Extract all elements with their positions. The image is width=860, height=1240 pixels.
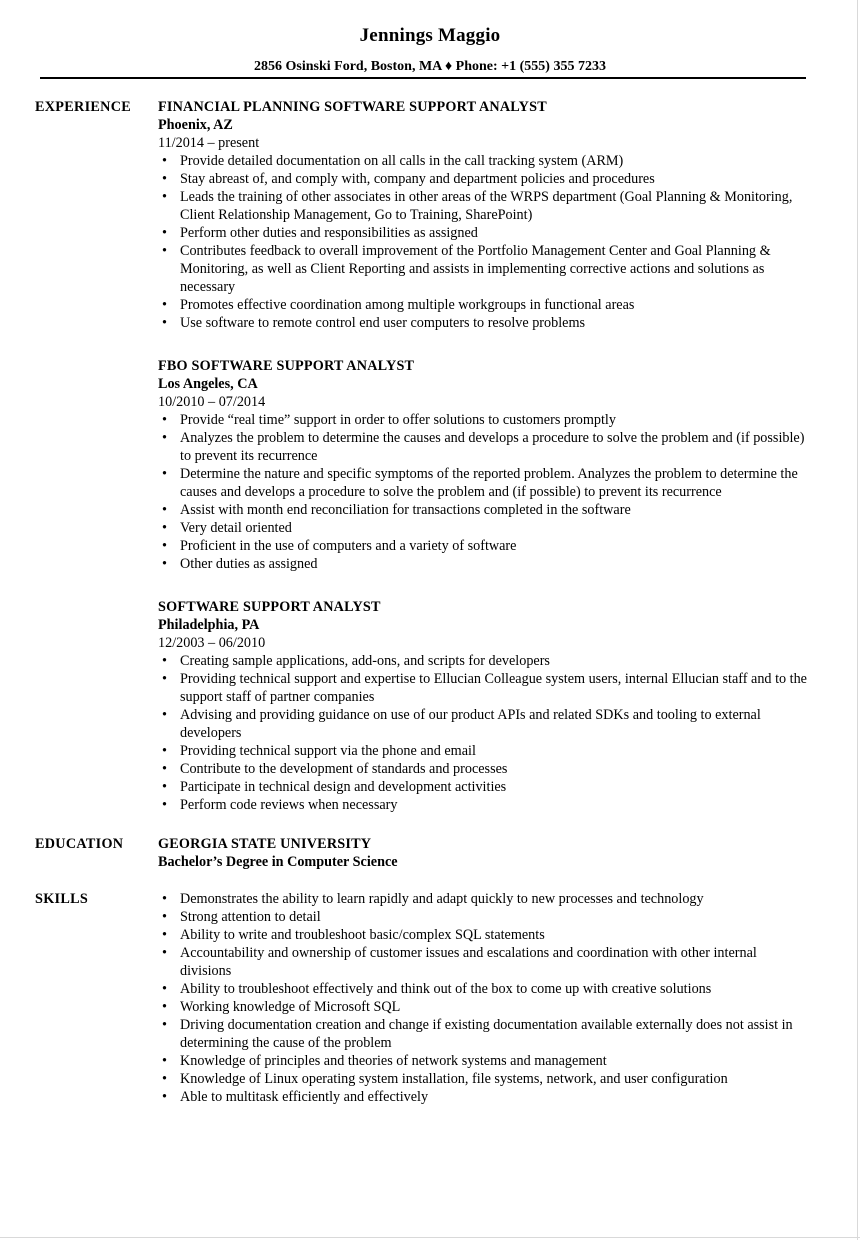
bullet-item xyxy=(158,314,810,332)
education-body xyxy=(158,835,810,871)
skill-item xyxy=(158,1016,810,1052)
bullet-text: Perform other duties and responsibilities as assigned xyxy=(180,225,478,241)
job-entry xyxy=(158,357,810,573)
skill-text: Working knowledge of Microsoft SQL xyxy=(180,999,401,1015)
contact-line: 2856 Osinski Ford, Boston, MA ♦ Phone: +1 (555) 355 7233 xyxy=(254,59,606,74)
bullet-item xyxy=(158,742,810,760)
job-dates: 11/2014 – present xyxy=(158,135,260,151)
bullet-text: Very detail oriented xyxy=(180,520,292,536)
bullet-dot-icon: • xyxy=(162,315,167,331)
job-title: FBO SOFTWARE SUPPORT ANALYST xyxy=(158,358,415,374)
skill-item xyxy=(158,998,810,1016)
bullet-item xyxy=(158,242,810,296)
bullet-text: Promotes effective coordination among multiple workgroups in functional areas xyxy=(180,297,635,313)
bullet-dot-icon: • xyxy=(162,891,167,907)
bullet-text: Provide detailed documentation on all calls in the call tracking system (ARM) xyxy=(180,153,624,169)
bullet-text: Providing technical support and expertise to Ellucian Colleague system users, internal Ellucian staff and to the support staff of partner companies xyxy=(180,671,807,705)
skill-item xyxy=(158,1052,810,1070)
school-name: GEORGIA STATE UNIVERSITY xyxy=(158,836,372,852)
bullet-text: Assist with month end reconciliation for transactions completed in the software xyxy=(180,502,631,518)
bullet-item xyxy=(158,519,810,537)
job-location: Phoenix, AZ xyxy=(158,117,233,133)
skill-text: Strong attention to detail xyxy=(180,909,321,925)
bullet-dot-icon: • xyxy=(162,556,167,572)
job-location: Los Angeles, CA xyxy=(158,376,258,392)
bullet-dot-icon: • xyxy=(162,653,167,669)
bullet-dot-icon: • xyxy=(162,153,167,169)
bullet-dot-icon: • xyxy=(162,243,167,259)
skill-text: Knowledge of principles and theories of network systems and management xyxy=(180,1053,607,1069)
job-entry xyxy=(158,98,810,332)
skill-text: Ability to troubleshoot effectively and think out of the box to come up with creative solutions xyxy=(180,981,712,997)
bullet-dot-icon: • xyxy=(162,171,167,187)
bullet-item xyxy=(158,170,810,188)
bullet-dot-icon: • xyxy=(162,466,167,482)
bullet-text: Leads the training of other associates in other areas of the WRPS department (Goal Planning & Monitoring, Client Relationship Management, Go to Training, SharePoint) xyxy=(180,189,793,223)
bullet-dot-icon: • xyxy=(162,502,167,518)
bullet-item xyxy=(158,706,810,742)
skills-body xyxy=(158,890,810,1106)
bullet-item xyxy=(158,778,810,796)
skills-label: SKILLS xyxy=(35,891,89,907)
job-bullets xyxy=(158,411,810,573)
bullet-text: Perform code reviews when necessary xyxy=(180,797,398,813)
bullet-dot-icon: • xyxy=(162,761,167,777)
bullet-dot-icon: • xyxy=(162,225,167,241)
bullet-text: Determine the nature and specific symptoms of the reported problem. Analyzes the problem to determine the causes and develops a procedure to solve the problem and (if possible) to prevent its recurrence xyxy=(180,466,798,500)
bullet-item xyxy=(158,411,810,429)
job-dates: 12/2003 – 06/2010 xyxy=(158,635,266,651)
bullet-item xyxy=(158,537,810,555)
degree-name: Bachelor’s Degree in Computer Science xyxy=(158,854,398,870)
bullet-text: Providing technical support via the phone and email xyxy=(180,743,476,759)
bullet-text: Analyzes the problem to determine the causes and develops a procedure to solve the problem and (if possible) to prevent its recurrence xyxy=(180,430,805,464)
bullet-text: Contribute to the development of standards and processes xyxy=(180,761,508,777)
bullet-text: Contributes feedback to overall improvement of the Portfolio Management Center and Goal Planning & Monitoring, as well as Client Reporting and assists in implementing corrective actions and solutions as necessary xyxy=(180,243,771,295)
bullet-item xyxy=(158,296,810,314)
bullet-text: Use software to remote control end user computers to resolve problems xyxy=(180,315,586,331)
skill-item xyxy=(158,890,810,908)
page-edge-bottom xyxy=(0,1237,860,1238)
bullet-text: Stay abreast of, and comply with, company and department policies and procedures xyxy=(180,171,655,187)
bullet-dot-icon: • xyxy=(162,1089,167,1105)
job-dates: 10/2010 – 07/2014 xyxy=(158,394,266,410)
bullet-dot-icon: • xyxy=(162,1071,167,1087)
skill-text: Able to multitask efficiently and effectively xyxy=(180,1089,429,1105)
job-bullets xyxy=(158,152,810,332)
bullet-item xyxy=(158,152,810,170)
candidate-name: Jennings Maggio xyxy=(359,25,501,46)
bullet-dot-icon: • xyxy=(162,1053,167,1069)
experience-body xyxy=(158,98,810,839)
skill-item xyxy=(158,944,810,980)
bullet-dot-icon: • xyxy=(162,412,167,428)
bullet-text: Provide “real time” support in order to offer solutions to customers promptly xyxy=(180,412,616,428)
bullet-text: Other duties as assigned xyxy=(180,556,318,572)
bullet-item xyxy=(158,465,810,501)
bullet-dot-icon: • xyxy=(162,707,167,723)
page-edge-right xyxy=(857,0,858,1240)
skill-item xyxy=(158,908,810,926)
bullet-dot-icon: • xyxy=(162,981,167,997)
bullet-dot-icon: • xyxy=(162,297,167,313)
job-bullets xyxy=(158,652,810,814)
bullet-dot-icon: • xyxy=(162,743,167,759)
bullet-dot-icon: • xyxy=(162,927,167,943)
experience-label: EXPERIENCE xyxy=(35,99,132,115)
bullet-dot-icon: • xyxy=(162,909,167,925)
bullet-item xyxy=(158,652,810,670)
bullet-item xyxy=(158,224,810,242)
bullet-text: Proficient in the use of computers and a variety of software xyxy=(180,538,517,554)
bullet-dot-icon: • xyxy=(162,779,167,795)
skill-text: Demonstrates the ability to learn rapidly and adapt quickly to new processes and technology xyxy=(180,891,704,907)
bullet-dot-icon: • xyxy=(162,189,167,205)
skill-item xyxy=(158,1070,810,1088)
bullet-text: Participate in technical design and development activities xyxy=(180,779,507,795)
bullet-dot-icon: • xyxy=(162,797,167,813)
skill-item xyxy=(158,1088,810,1106)
bullet-text: Creating sample applications, add-ons, and scripts for developers xyxy=(180,653,550,669)
bullet-item xyxy=(158,188,810,224)
skill-text: Accountability and ownership of customer issues and escalations and coordination with other internal divisions xyxy=(180,945,757,979)
skill-text: Ability to write and troubleshoot basic/complex SQL statements xyxy=(180,927,545,943)
bullet-dot-icon: • xyxy=(162,430,167,446)
bullet-item xyxy=(158,760,810,778)
job-location: Philadelphia, PA xyxy=(158,617,260,633)
bullet-dot-icon: • xyxy=(162,671,167,687)
skill-text: Driving documentation creation and change if existing documentation available externally does not assist in determining the cause of the problem xyxy=(180,1017,793,1051)
bullet-dot-icon: • xyxy=(162,999,167,1015)
job-entry xyxy=(158,598,810,814)
skills-bullets xyxy=(158,890,810,1106)
skill-item xyxy=(158,980,810,998)
job-title: FINANCIAL PLANNING SOFTWARE SUPPORT ANALYST xyxy=(158,99,547,115)
bullet-dot-icon: • xyxy=(162,538,167,554)
skill-item xyxy=(158,926,810,944)
job-title: SOFTWARE SUPPORT ANALYST xyxy=(158,599,381,615)
education-label: EDUCATION xyxy=(35,836,124,852)
resume-header xyxy=(0,24,860,76)
bullet-dot-icon: • xyxy=(162,520,167,536)
skill-text: Knowledge of Linux operating system installation, file systems, network, and user configuration xyxy=(180,1071,728,1087)
bullet-dot-icon: • xyxy=(162,945,167,961)
bullet-dot-icon: • xyxy=(162,1017,167,1033)
bullet-item xyxy=(158,670,810,706)
header-divider xyxy=(40,77,806,79)
bullet-text: Advising and providing guidance on use of our product APIs and related SDKs and tooling to external developers xyxy=(180,707,761,741)
bullet-item xyxy=(158,429,810,465)
bullet-item xyxy=(158,555,810,573)
bullet-item xyxy=(158,796,810,814)
bullet-item xyxy=(158,501,810,519)
